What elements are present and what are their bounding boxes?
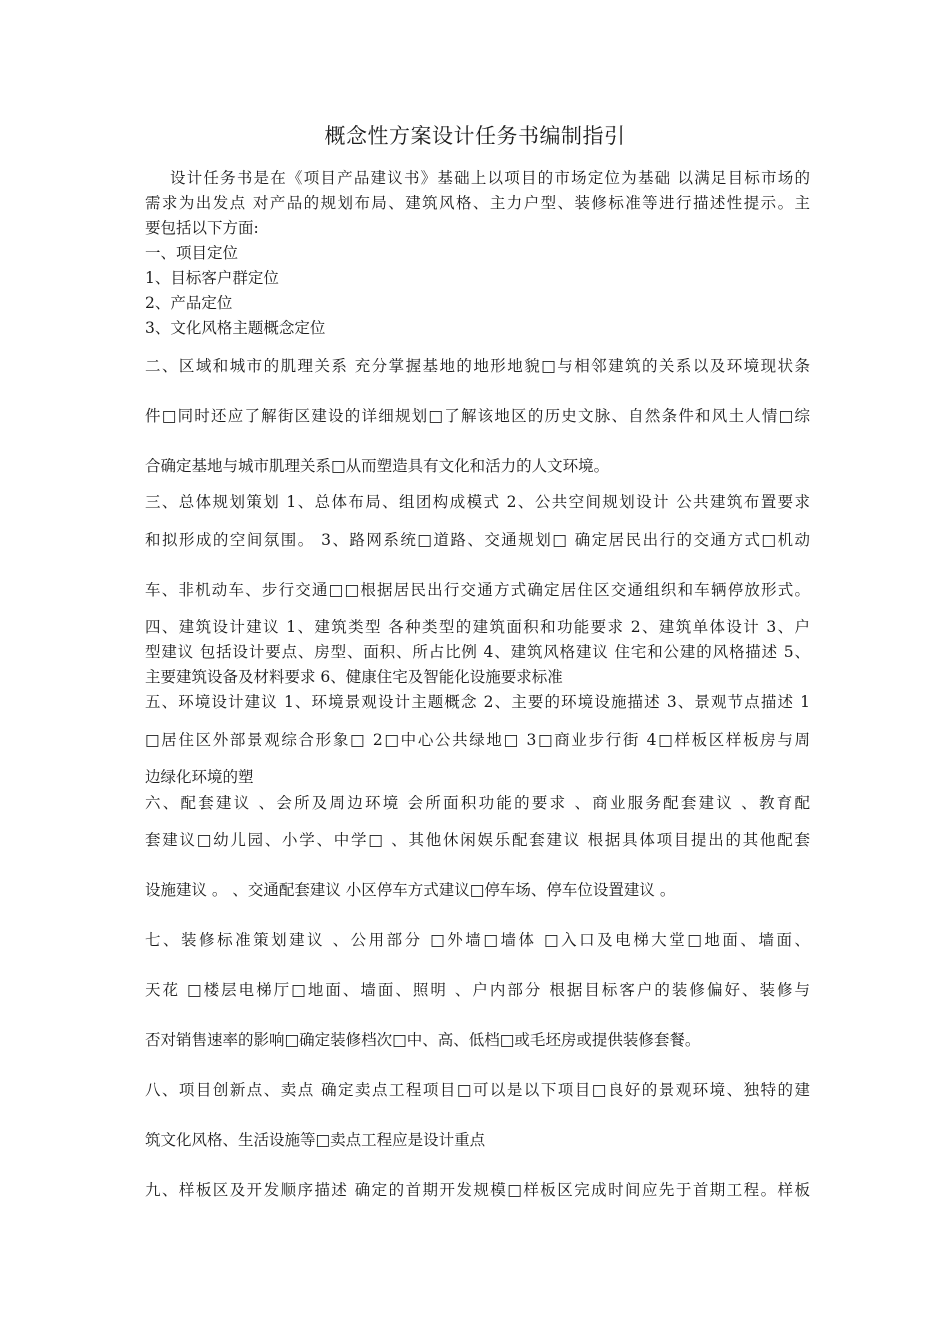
paragraph-line: 需求为出发点 对产品的规划布局、建筑风格、主力户型、装修标准等进行描述性提示。主 — [145, 194, 810, 212]
section-heading: 一、项目定位 — [145, 244, 239, 262]
document-title: 概念性方案设计任务书编制指引 — [324, 124, 626, 148]
paragraph-line: 设施建议 。 、交通配套建议 小区停车方式建议□停车场、停车位设置建议 。 — [145, 881, 676, 899]
paragraph-line: 天花 □楼层电梯厅□地面、墙面、照明 、户内部分 根据目标客户的装修偏好、装修与 — [145, 981, 810, 999]
paragraph-line: 四、建筑设计建议 1、建筑类型 各种类型的建筑面积和功能要求 2、建筑单体设计 3、户 — [145, 618, 810, 636]
paragraph-line: 车、非机动车、步行交通□□根据居民出行交通方式确定居住区交通组织和车辆停放形式。 — [145, 581, 810, 599]
paragraph-line: 型建议 包括设计要点、房型、面积、所占比例 4、建筑风格建议 住宅和公建的风格描述 5、 — [145, 643, 810, 661]
paragraph-line: 边绿化环境的塑 — [145, 768, 254, 786]
paragraph-line: 否对销售速率的影响□确定装修档次□中、高、低档□或毛坯房或提供装修套餐。 — [145, 1031, 701, 1049]
paragraph-line: 六、配套建议 、会所及周边环境 会所面积功能的要求 、商业服务配套建议 、教育配 — [145, 794, 810, 812]
paragraph-line: 套建议□幼儿园、小学、中学□ 、其他休闲娱乐配套建议 根据具体项目提出的其他配套 — [145, 831, 810, 849]
paragraph-line: 八、项目创新点、卖点 确定卖点工程项目□可以是以下项目□良好的景观环境、独特的建 — [145, 1081, 810, 1099]
list-item: 3、文化风格主题概念定位 — [145, 319, 326, 337]
paragraph-line: 筑文化风格、生活设施等□卖点工程应是设计重点 — [145, 1131, 486, 1149]
paragraph-line: 要包括以下方面: — [145, 219, 259, 237]
paragraph-line: 设计任务书是在《项目产品建议书》基础上以项目的市场定位为基础 以满足目标市场的 — [170, 169, 810, 187]
paragraph-line: 九、样板区及开发顺序描述 确定的首期开发规模□样板区完成时间应先于首期工程。样板 — [145, 1181, 810, 1199]
paragraph-line: 和拟形成的空间氛围。 3、路网系统□道路、交通规划□ 确定居民出行的交通方式□机动 — [145, 531, 810, 549]
list-item: 1、目标客户群定位 — [145, 269, 279, 287]
list-item: 2、产品定位 — [145, 294, 233, 312]
paragraph-line: 二、区域和城市的肌理关系 充分掌握基地的地形地貌□与相邻建筑的关系以及环境现状条 — [145, 357, 810, 375]
paragraph-line: □居住区外部景观综合形象□ 2□中心公共绿地□ 3□商业步行街 4□样板区样板房与周 — [145, 731, 810, 749]
paragraph-line: 三、总体规划策划 1、总体布局、组团构成模式 2、公共空间规划设计 公共建筑布置要求 — [145, 493, 810, 511]
paragraph-line: 合确定基地与城市肌理关系□从而塑造具有文化和活力的人文环境。 — [145, 457, 610, 475]
paragraph-line: 主要建筑设备及材料要求 6、健康住宅及智能化设施要求标准 — [145, 668, 563, 686]
paragraph-line: 七、装修标准策划建议 、公用部分 □外墙□墙体 □入口及电梯大堂□地面、墙面、 — [145, 931, 810, 949]
paragraph-line: 件□同时还应了解街区建设的详细规划□了解该地区的历史文脉、自然条件和风土人情□综 — [145, 407, 810, 425]
paragraph-line: 五、环境设计建议 1、环境景观设计主题概念 2、主要的环境设施描述 3、景观节点描述 1 — [145, 693, 810, 711]
